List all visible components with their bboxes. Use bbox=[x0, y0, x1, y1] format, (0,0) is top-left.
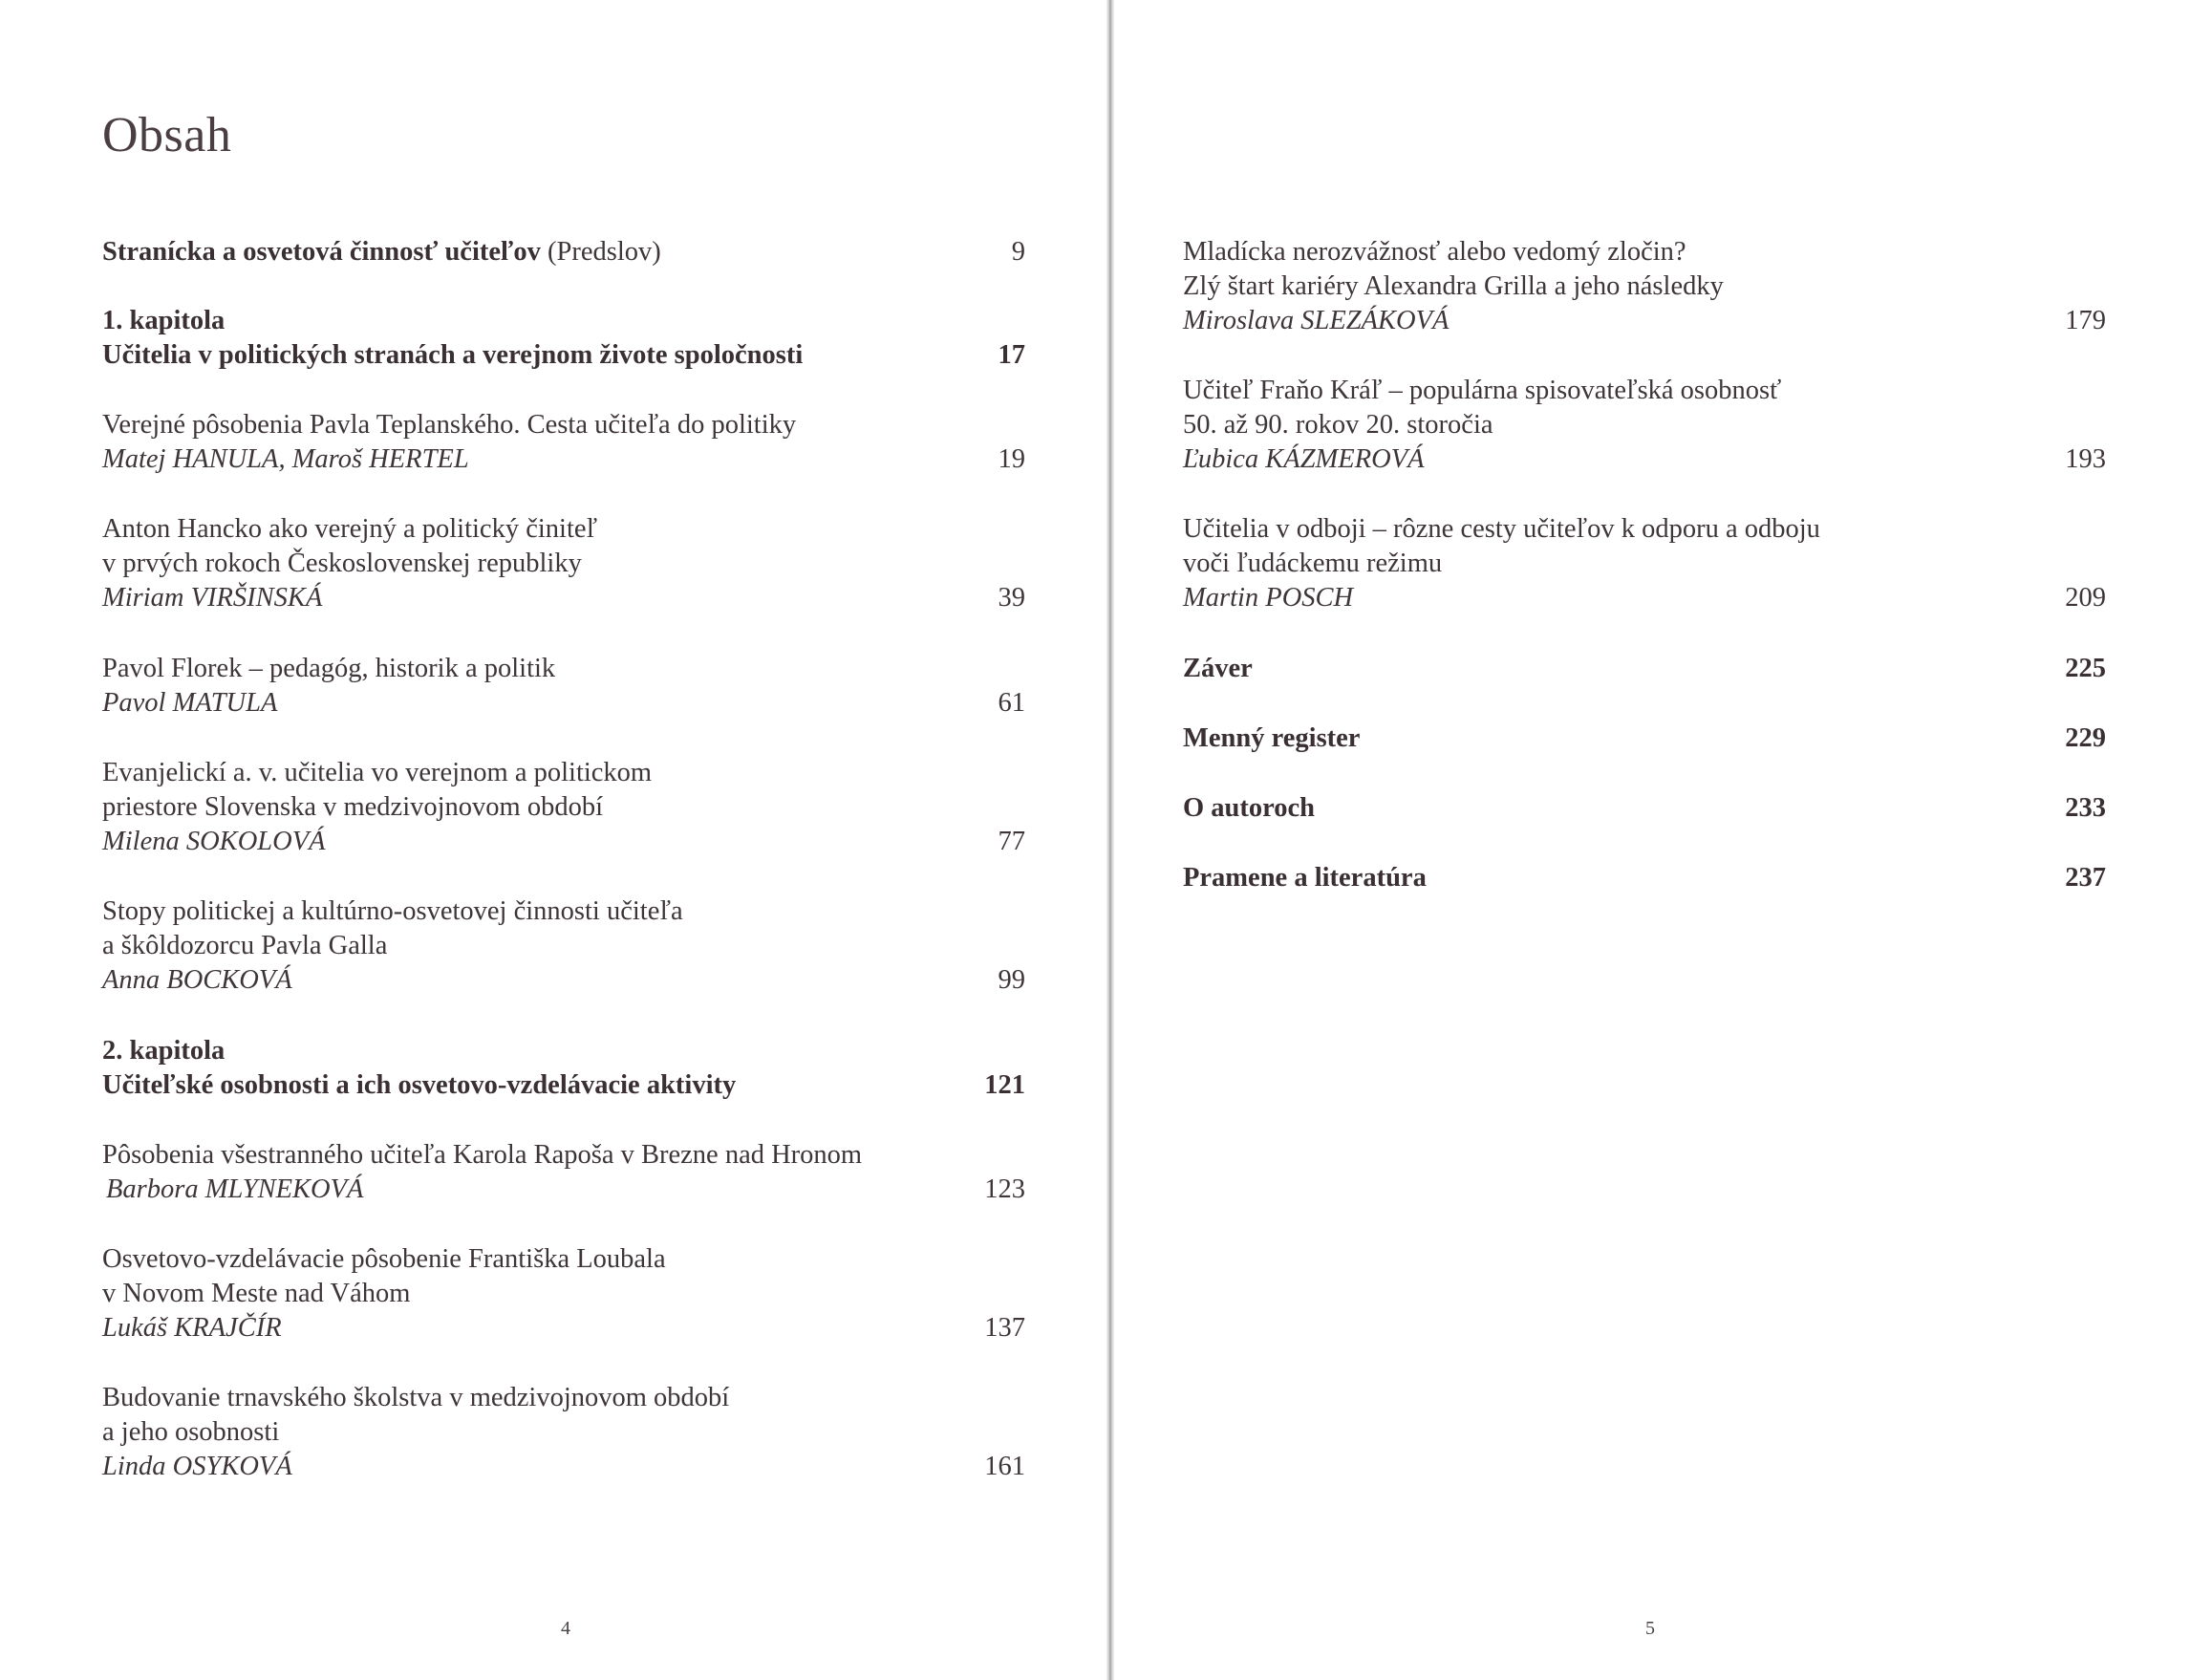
toc-entry-title-line: Pôsobenia všestranného učiteľa Karola Rapoša v Brezne nad Hronom bbox=[102, 1140, 863, 1170]
toc-page-number: 233 bbox=[2065, 793, 2106, 823]
toc-entry-title-line: O autoroch bbox=[1183, 793, 1316, 823]
toc-entry-title-line: Menný register bbox=[1183, 723, 1361, 753]
toc-entry-zaver bbox=[1183, 652, 2106, 686]
toc-page-number: 39 bbox=[998, 583, 1025, 613]
toc-page-number: 121 bbox=[984, 1070, 1025, 1100]
toc-page-number: 99 bbox=[998, 965, 1025, 995]
toc-page-number: 137 bbox=[984, 1313, 1025, 1343]
toc-entry-title-line: Anton Hancko ako verejný a politický činiteľ bbox=[102, 514, 598, 544]
toc-entry-title-line: Mladícka nerozvážnosť alebo vedomý zločin? bbox=[1183, 237, 1686, 267]
toc-entry-title-line: a jeho osobnosti bbox=[102, 1417, 280, 1447]
toc-chapter-1 bbox=[102, 304, 1025, 373]
toc-entry-title-line: voči ľudáckemu režimu bbox=[1183, 549, 1443, 578]
toc-entry-author: Miriam VIRŠINSKÁ bbox=[102, 583, 323, 613]
toc-entry-o-autoroch bbox=[1183, 791, 2106, 826]
toc-page-number: 77 bbox=[998, 827, 1025, 856]
page-folio-right: 5 bbox=[1645, 1618, 1655, 1639]
toc-entry-trnava bbox=[102, 1381, 1025, 1484]
toc-page-number: 19 bbox=[998, 444, 1025, 474]
toc-entry-title-line: Stranícka a osvetová činnosť učiteľov (Predslov) bbox=[102, 237, 661, 267]
toc-entry-raposa bbox=[102, 1138, 1025, 1207]
toc-page-number: 9 bbox=[1011, 237, 1025, 267]
toc-entry-author: Martin POSCH bbox=[1183, 583, 1354, 613]
toc-entry-title-line: priestore Slovenska v medzivojnovom období bbox=[102, 792, 604, 822]
toc-entry-florek bbox=[102, 652, 1025, 721]
toc-page-number: 225 bbox=[2065, 654, 2106, 683]
toc-entry-title-line: Verejné pôsobenia Pavla Teplanského. Cesta učiteľa do politiky bbox=[102, 410, 797, 440]
toc-entry-title-line: Záver bbox=[1183, 654, 1253, 683]
toc-entry-evanjelicki bbox=[102, 756, 1025, 859]
toc-entry-author: Lukáš KRAJČÍR bbox=[102, 1313, 282, 1343]
toc-entry-title-line: Pramene a literatúra bbox=[1183, 863, 1427, 893]
toc-entry-author: Ľubica KÁZMEROVÁ bbox=[1183, 444, 1425, 474]
toc-entry-menny-register bbox=[1183, 722, 2106, 756]
page-folio-left: 4 bbox=[561, 1618, 570, 1639]
toc-entry-title-line: Osvetovo-vzdelávacie pôsobenie Františka Loubala bbox=[102, 1244, 666, 1274]
toc-entry-author: Linda OSYKOVÁ bbox=[102, 1452, 292, 1481]
toc-entry-author: Matej HANULA, Maroš HERTEL bbox=[102, 444, 469, 474]
toc-entry-title-line: v prvých rokoch Československej republiky bbox=[102, 549, 582, 578]
toc-entry-title-line: 50. až 90. rokov 20. storočia bbox=[1183, 410, 1493, 440]
toc-page-number: 161 bbox=[984, 1452, 1025, 1481]
toc-entry-hancko bbox=[102, 512, 1025, 615]
toc-entry-title-line: Pavol Florek – pedagóg, historik a politik bbox=[102, 654, 556, 683]
toc-entry-title-line: Učitelia v odboji – rôzne cesty učiteľov k odporu a odboju bbox=[1183, 514, 1820, 544]
chapter-title: Učiteľské osobnosti a ich osvetovo-vzdelávacie aktivity bbox=[102, 1070, 737, 1100]
toc-entry-title-line: Zlý štart kariéry Alexandra Grilla a jeho následky bbox=[1183, 271, 1724, 301]
toc-entry-title-line: v Novom Meste nad Váhom bbox=[102, 1279, 411, 1308]
toc-entry-pramene bbox=[1183, 861, 2106, 895]
toc-page-number: 193 bbox=[2065, 444, 2106, 474]
toc-page-number: 237 bbox=[2065, 863, 2106, 893]
toc-entry-title-line: Učiteľ Fraňo Kráľ – populárna spisovateľská osobnosť bbox=[1183, 376, 1782, 405]
toc-entry-title-line: a škôldozorcu Pavla Galla bbox=[102, 931, 388, 960]
chapter-label: 1. kapitola bbox=[102, 306, 225, 335]
toc-page-number: 179 bbox=[2065, 306, 2106, 335]
chapter-label: 2. kapitola bbox=[102, 1036, 225, 1066]
chapter-title: Učitelia v politických stranách a verejnom živote spoločnosti bbox=[102, 340, 804, 370]
toc-chapter-2 bbox=[102, 1034, 1025, 1103]
toc-entry-title-line: Evanjelickí a. v. učitelia vo verejnom a politickom bbox=[102, 758, 653, 787]
toc-entry-title-line: Stopy politickej a kultúrno-osvetovej činnosti učiteľa bbox=[102, 896, 683, 926]
toc-page-number: 17 bbox=[998, 340, 1025, 370]
toc-entry-author: Barbora MLYNEKOVÁ bbox=[106, 1174, 364, 1204]
toc-entry-grill bbox=[1183, 235, 2106, 338]
toc-entry-author: Miroslava SLEZÁKOVÁ bbox=[1183, 306, 1450, 335]
toc-page-number: 209 bbox=[2065, 583, 2106, 613]
toc-entry-author: Milena SOKOLOVÁ bbox=[102, 827, 326, 856]
toc-entry-predslov bbox=[102, 235, 1025, 269]
toc-entry-author: Pavol MATULA bbox=[102, 688, 278, 718]
toc-entry-kral bbox=[1183, 374, 2106, 477]
page-title: Obsah bbox=[102, 108, 232, 162]
toc-page-number: 61 bbox=[998, 688, 1025, 718]
toc-entry-title-line: Budovanie trnavského školstva v medzivojnovom období bbox=[102, 1383, 730, 1412]
toc-page-number: 123 bbox=[984, 1174, 1025, 1204]
toc-entry-teplansky bbox=[102, 408, 1025, 477]
toc-entry-author: Anna BOCKOVÁ bbox=[102, 965, 292, 995]
toc-entry-gallo bbox=[102, 894, 1025, 998]
toc-page-number: 229 bbox=[2065, 723, 2106, 753]
toc-entry-loubal bbox=[102, 1242, 1025, 1346]
toc-entry-odboj bbox=[1183, 512, 2106, 615]
